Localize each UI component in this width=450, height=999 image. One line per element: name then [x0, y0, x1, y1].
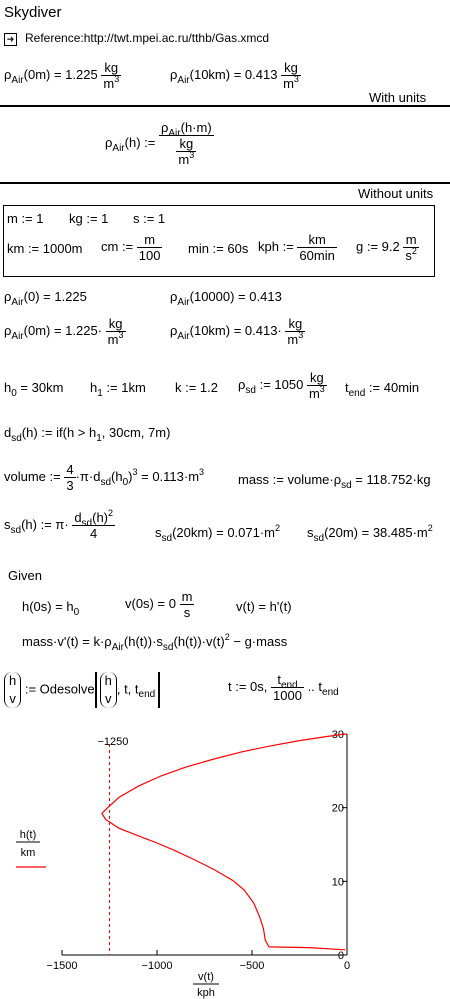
rho-air-0m-value: $\rho_{Air}(0m) = 1.225\cdot$ $\frac{kg}{m^3}$: [4, 316, 124, 347]
y-tick-label: 20: [331, 802, 344, 815]
y-tick-label: 10: [331, 876, 344, 889]
volume-expr: volume := $\frac{4}{3}$ $\cdot\pi\cdot d_{sd}(h_0)^3 = 0.113\cdot m^3$: [4, 462, 205, 493]
g-def: g := 9.2 $\frac{m}{s^2}$: [356, 232, 417, 263]
x-tick-label: −500: [239, 960, 265, 972]
kg-def: kg := 1: [69, 211, 109, 226]
x-tick-label: −1500: [46, 960, 78, 972]
m-def: m := 1: [7, 211, 44, 226]
region-divider: [0, 105, 450, 107]
rho-air-10km-expr: $\rho_{Air}(10km) = 0.413$ $\frac{kg}{m^3}$: [170, 60, 299, 91]
mass-expr: mass := $volume\cdot\rho_{sd} = 118.752\cdot kg$: [238, 472, 431, 491]
rho-air-10000-value: $\rho_{Air}(10000) = 0.413$: [170, 289, 282, 308]
ssd-20km-value: $s_{sd}(20km) = 0.071\cdot m^2$: [155, 523, 281, 544]
x-tick-label: −1000: [141, 960, 173, 972]
rho-air-10km-value: $\rho_{Air}(10km) = 0.413\cdot$ $\frac{kg}{m^3}$: [170, 316, 304, 347]
region-divider: [0, 182, 450, 184]
kph-def: kph := $\frac{km}{60\min}$: [258, 232, 335, 263]
x-axis-label-den: kph: [197, 987, 215, 999]
ssd-definition: $s_{sd}(h)$ := π· $\frac{d_{sd}(h)^2}{4}$: [4, 508, 114, 541]
ssd-20m-value: $s_{sd}(20m) = 38.485\cdot m^2$: [307, 523, 433, 544]
dsd-definition: $d_{sd}(h)$ := $if(h > h_1$, 30cm, 7m): [4, 425, 171, 444]
h1-def: $h_1$ := 1km: [90, 380, 146, 399]
given-keyword: Given: [8, 568, 42, 583]
km-def: km := 1000m: [7, 241, 83, 256]
units-box: [3, 205, 435, 277]
page-title: Skydiver: [4, 4, 62, 21]
hyperlink-arrow-icon[interactable]: ➜: [4, 33, 17, 46]
trajectory-chart: [0, 720, 450, 999]
ic-h0: $h(0s) = h_0$: [22, 599, 80, 618]
rho-air-0m-expr: $\rho_{Air}(0m) = 1.225$ $\frac{kg}{m^3}$: [4, 60, 120, 91]
y-tick-label: 0: [337, 950, 344, 962]
reference-link[interactable]: Reference:http://twt.mpei.ac.ru/tthb/Gas.xmcd: [25, 31, 270, 45]
odesolve-expr: h v := Odesolve h v , t, $t_{end}$: [4, 672, 160, 708]
rho-air-0-value: $\rho_{Air}(0) = 1.225$: [4, 289, 87, 308]
y-axis-label-den: km: [20, 847, 36, 859]
ic-v0: v(0s) = 0 $\frac{m}{s}$: [125, 589, 193, 620]
without-units-label: Without units: [358, 186, 434, 201]
ode-equation: mass·v'(t) = $k\cdot\rho_{Air}(h(t))\cdot s_{sd}(h(t))\cdot v(t)^2$ − g·mass: [22, 632, 288, 653]
h0-def: $h_0 = 30km$: [4, 380, 64, 399]
reference-line[interactable]: [4, 31, 269, 46]
chart-layer: [16, 729, 350, 999]
ic-v-equals-hprime: v(t) = h'(t): [236, 599, 292, 614]
t-end-def: $t_{end}$ := 40min: [345, 380, 420, 399]
rho-sd-def: $\rho_{sd}$ := 1050 $\frac{kg}{m^3}$: [238, 370, 325, 401]
min-def: min := 60s: [188, 241, 249, 256]
y-axis-label-num: h(t): [19, 829, 37, 841]
trajectory-series: [102, 734, 347, 950]
with-units-label: With units: [369, 90, 427, 105]
s-def: s := 1: [133, 211, 166, 226]
marker-label: −1250: [97, 736, 129, 748]
cm-def: cm := $\frac{m}{100}$: [101, 232, 161, 263]
y-tick-label: 30: [331, 729, 344, 741]
time-range: t := 0s, $\frac{t_{end}}{1000}$ .. $t_{end}$: [228, 672, 339, 703]
x-axis-label-num: v(t): [198, 971, 214, 983]
x-tick-label: 0: [343, 960, 351, 972]
k-def: k := 1.2: [175, 380, 218, 395]
rho-air-definition: $\rho_{Air}(h)$ := $\frac{\rho_{Air}(h\cdot m)}{\frac{kg}{m^3}}$: [105, 120, 212, 167]
